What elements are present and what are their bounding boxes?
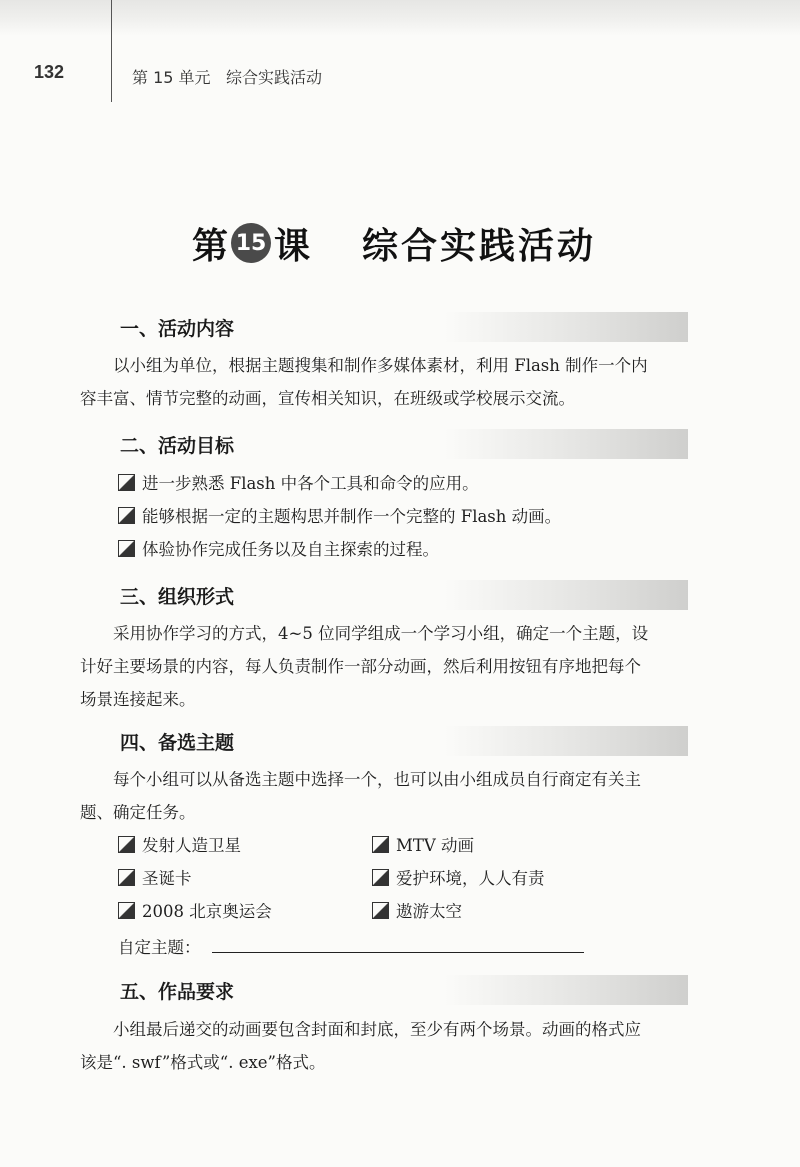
header-divider [111, 0, 112, 102]
theme-option: 爱护环境，人人有责 [372, 865, 545, 889]
checkbox-icon [118, 540, 135, 557]
theme-option: 发射人造卫星 [118, 832, 241, 856]
lesson-title [192, 218, 596, 268]
lesson-number-badge: 15 [231, 223, 271, 263]
header-unit-title: 综合实践活动 [226, 68, 323, 87]
section-heading-themes: 四、备选主题 [108, 726, 688, 756]
page-top-band [0, 0, 800, 36]
section-heading-organization: 三、组织形式 [108, 580, 688, 610]
custom-theme-label: 自定主题： [118, 938, 201, 957]
theme-option: MTV 动画 [372, 832, 474, 856]
checkbox-icon [372, 836, 389, 853]
checkbox-icon [118, 902, 135, 919]
theme-option: 2008 北京奥运会 [118, 898, 272, 922]
goal-item: 体验协作完成任务以及自主探索的过程。 [118, 536, 439, 560]
title-main: 综合实践活动 [362, 225, 597, 267]
section-content-paragraph: 以小组为单位，根据主题搜集和制作多媒体素材，利用 Flash 制作一个内 容丰富、情节完整的动画，宣传相关知识，在班级或学校展示交流。 [80, 356, 648, 408]
checkbox-icon [118, 474, 135, 491]
theme-option: 遨游太空 [372, 898, 462, 922]
title-prefix: 第 [192, 225, 229, 267]
checkbox-icon [118, 869, 135, 886]
checkbox-icon [372, 869, 389, 886]
header-unit-label: 第 15 单元 [132, 68, 211, 87]
checkbox-icon [118, 836, 135, 853]
checkbox-icon [372, 902, 389, 919]
section-organization-paragraph: 采用协作学习的方式，4~5 位同学组成一个学习小组，确定一个主题，设 计好主要场景的内容，每人负责制作一部分动画，然后利用按钮有序地把每个 场景连接起来。 [80, 624, 649, 709]
goal-item: 能够根据一定的主题构思并制作一个完整的 Flash 动画。 [118, 503, 561, 527]
page-number: 132 [34, 62, 65, 82]
goal-item: 进一步熟悉 Flash 中各个工具和命令的应用。 [118, 470, 479, 494]
section-heading-requirements: 五、作品要求 [108, 975, 688, 1005]
checkbox-icon [118, 507, 135, 524]
section-themes-paragraph: 每个小组可以从备选主题中选择一个，也可以由小组成员自行商定有关主 题、确定任务。 [80, 770, 641, 822]
section-heading-content: 一、活动内容 [108, 312, 688, 342]
section-requirements-paragraph: 小组最后递交的动画要包含封面和封底，至少有两个场景。动画的格式应 该是“. swf”格式或“. exe”格式。 [80, 1020, 641, 1072]
theme-option: 圣诞卡 [118, 865, 192, 889]
custom-theme-blank [212, 952, 584, 953]
title-suffix: 课 [274, 225, 311, 267]
section-heading-goals: 二、活动目标 [108, 429, 688, 459]
